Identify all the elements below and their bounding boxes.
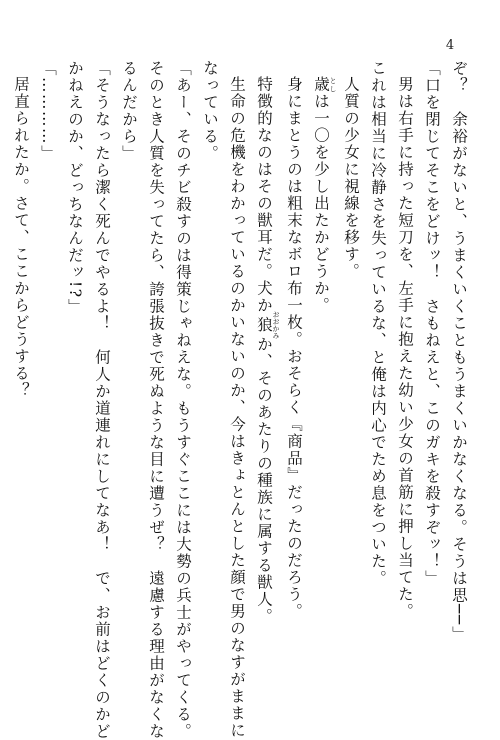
novel-text-block xyxy=(7,60,472,740)
text-line: 「あー、そのチビ殺すのは得策じゃねえな。もうすぐここには大勢の兵士がやってくる。 xyxy=(174,60,192,740)
text-line: ぞ？ 余裕がないと、うまくいくこともうまくいかなくなる。そうは思──」 xyxy=(450,60,468,643)
text-line: 特徴的なのはその獣耳だ。犬か狼 おおかみか、そのあたりの種族に属する獣人。 xyxy=(255,75,280,625)
text-line: 身にまとうのは粗末なボロ布一枚。おそらく『商品』だったのだろう。 xyxy=(285,75,303,620)
text-line: これは相当に冷静さを失っているな、と俺は内心でため息をついた。 xyxy=(369,60,387,587)
text-line: 人質の少女に視線を移す。 xyxy=(342,75,360,280)
text-line: 生命の危機をわかっているのかいないのか、今はきょとんとした顔で男のなすがままに xyxy=(228,75,246,739)
text-line: 「…………」 xyxy=(39,60,57,162)
ruby-reading: おおかみ xyxy=(272,310,280,339)
text-line: なっている。 xyxy=(201,60,219,162)
page-number: 4 xyxy=(445,38,455,53)
text-line: 男は右手に持った短刀を、左手に抱えた幼い少女の首筋に押し当てた。 xyxy=(396,75,414,620)
text-line: かねえのか、どっちなんだッ!?」 xyxy=(66,60,84,316)
text-line: そのとき人質を失ってたら、誇張抜きで死ぬような目に遭うぜ？ 遠慮する理由がなくな xyxy=(147,60,165,740)
text-line: 「口を閉じてそこをどけッ！ さもねえと、このガキを殺すぞッ！」 xyxy=(423,60,441,587)
ruby-reading: とし xyxy=(329,75,337,93)
text-line: るんだから」 xyxy=(120,60,138,162)
text-line: 居直られたか。さて、ここからどうする？ xyxy=(12,75,30,399)
text-line: 歳 としは一〇を少し出たかどうか。 xyxy=(312,75,337,314)
text-line: 「そうなったら潔く死んでやるよ！ 何人か道連れにしてなあ！ で、お前はどくのかど xyxy=(93,60,111,740)
